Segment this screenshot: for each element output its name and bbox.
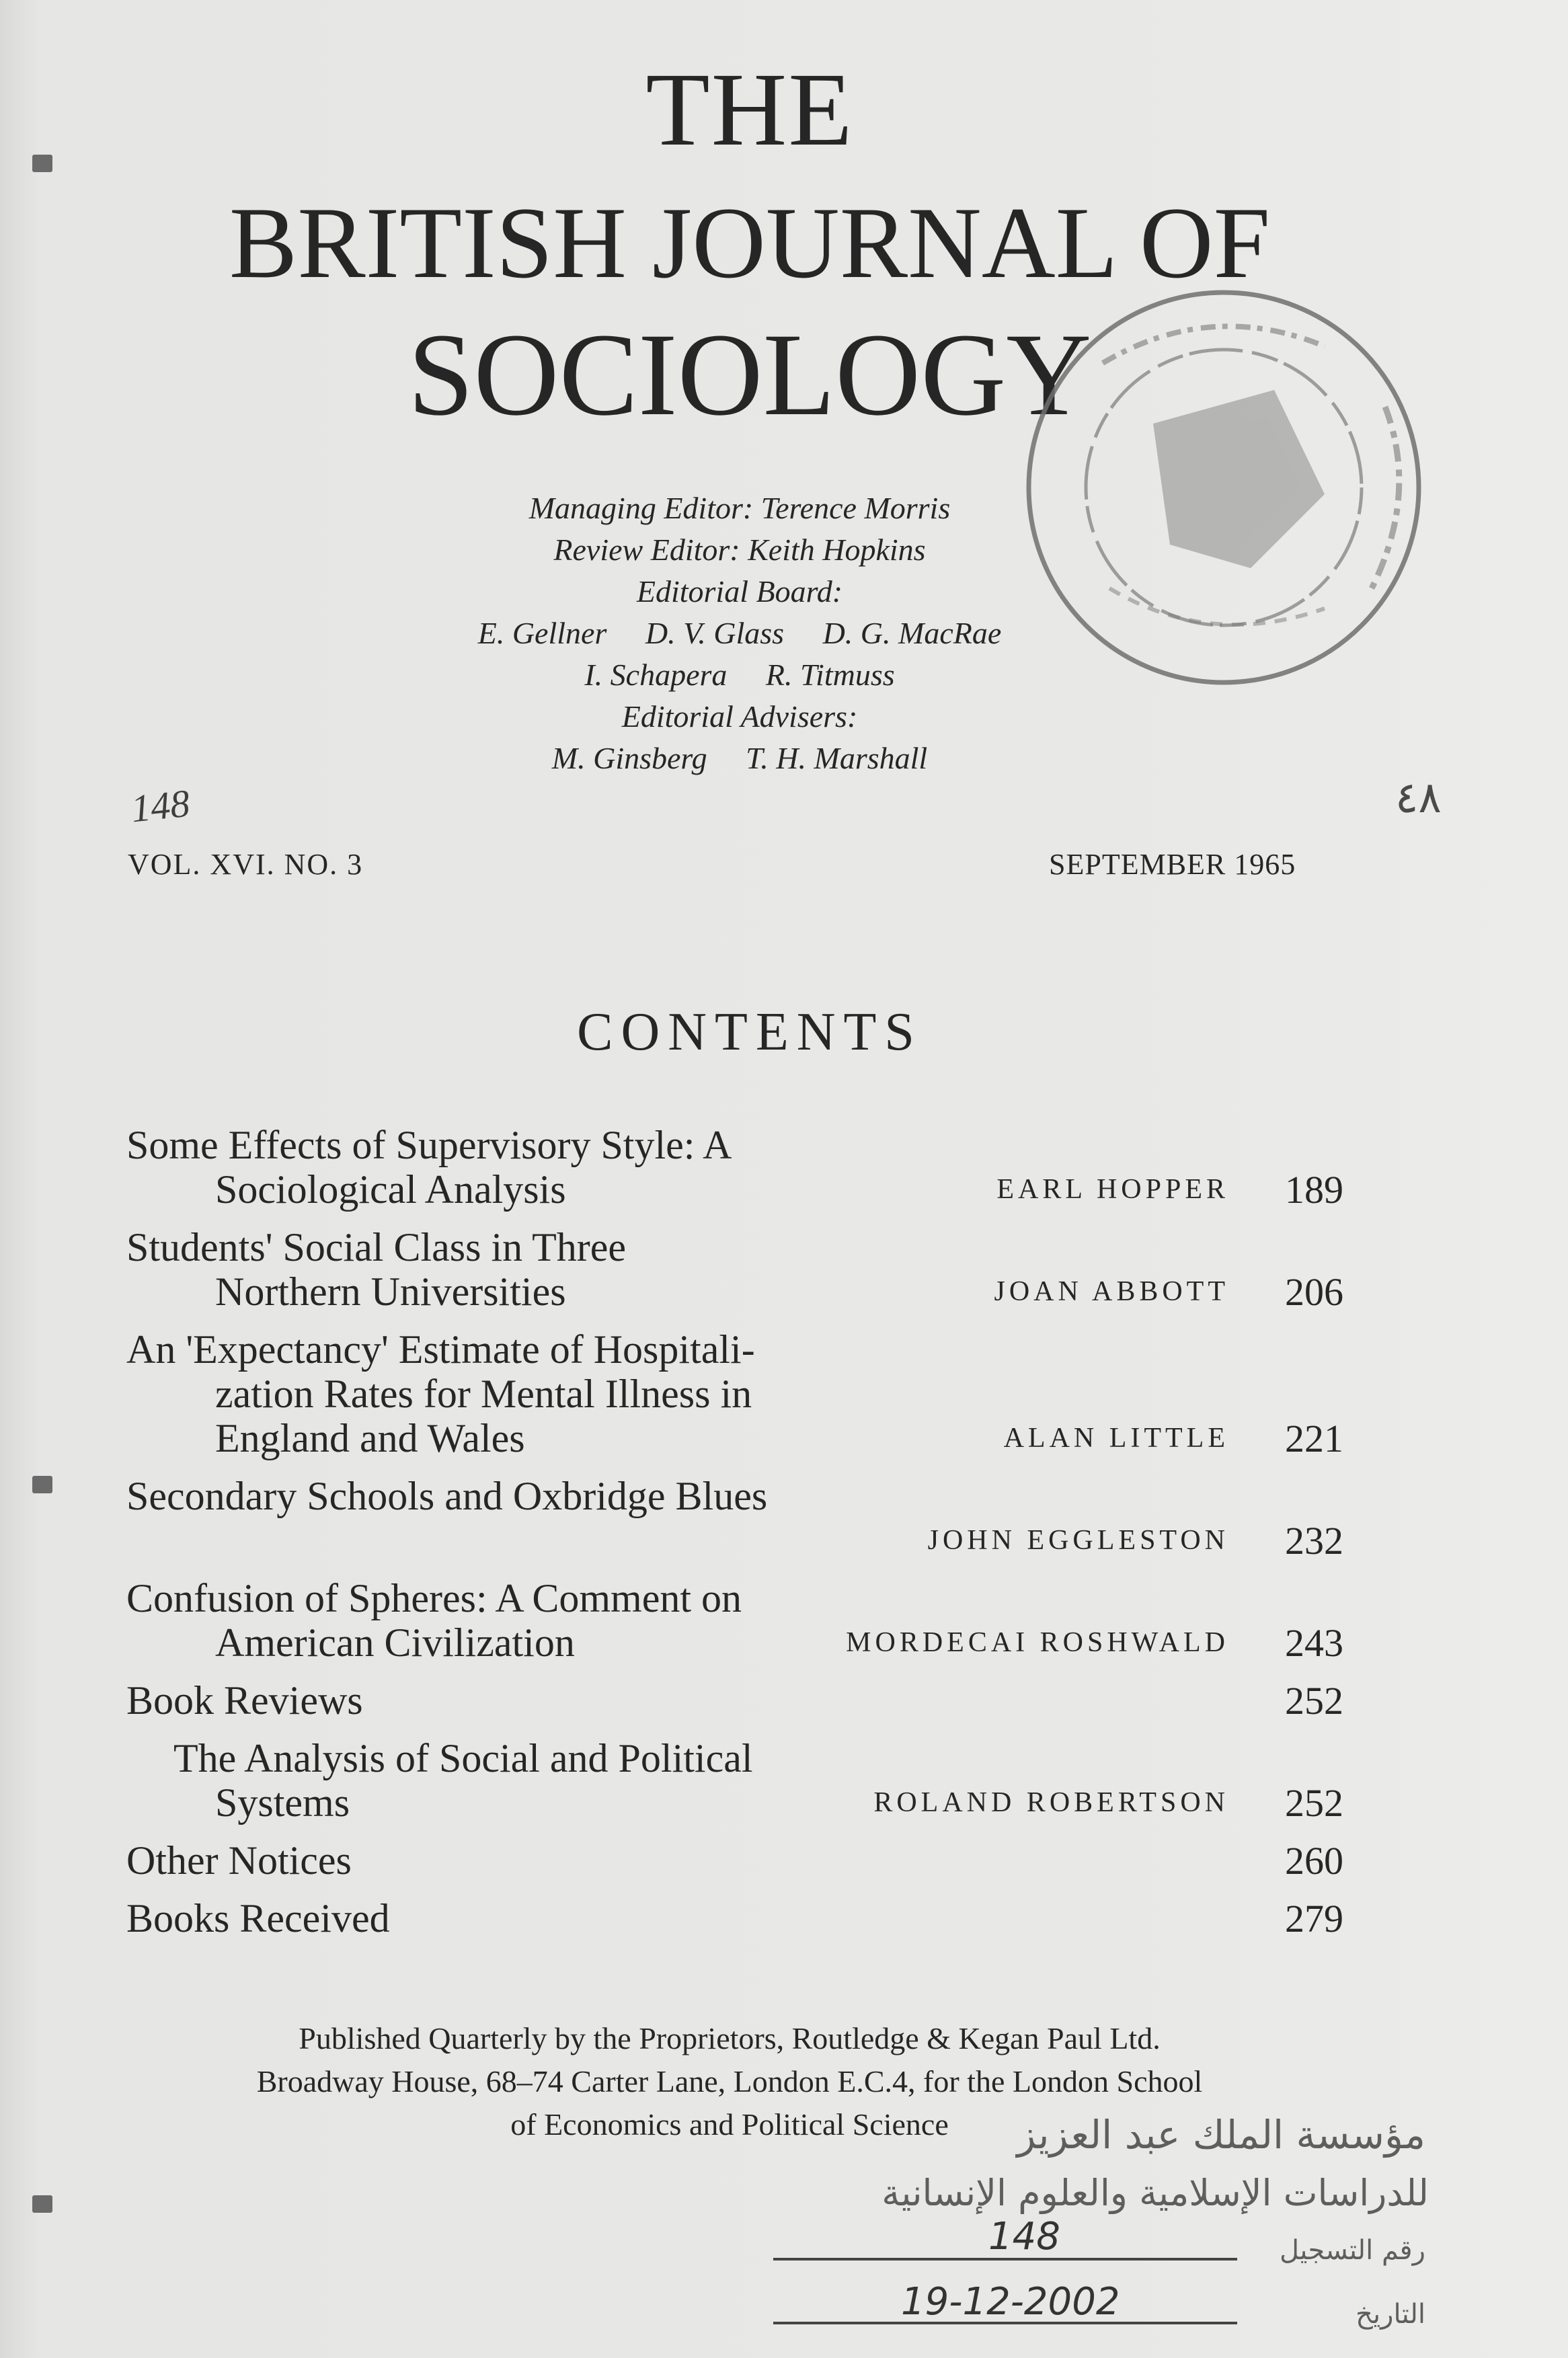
entry-author: MORDECAI ROSHWALD (846, 1627, 1229, 1658)
contents-entry[interactable] (126, 1678, 1343, 1723)
table-of-contents (126, 1123, 1343, 1954)
entry-author: ROLAND ROBERTSON (873, 1787, 1229, 1818)
entry-meta (1269, 1896, 1343, 1940)
editorial-advisers-row (323, 738, 1157, 779)
svg-text:رقم التسجيل: رقم التسجيل (1279, 2235, 1425, 2266)
entry-title-line: England and Wales (215, 1416, 525, 1460)
contents-entry[interactable] (126, 1736, 1343, 1825)
entry-page-number: 189 (1285, 1167, 1343, 1212)
entry-page-number: 252 (1285, 1678, 1343, 1723)
entry-author: ALAN LITTLE (1003, 1423, 1229, 1454)
issue-date: SEPTEMBER 1965 (1049, 848, 1296, 881)
board-member: D. G. MacRae (822, 616, 1002, 650)
title-line-3: SOCIOLOGY (407, 309, 1092, 440)
entry-page-number: 243 (1285, 1620, 1343, 1665)
entry-meta (126, 1518, 1343, 1563)
svg-text:19-12-2002: 19-12-2002 (901, 2280, 1120, 2324)
handwritten-note-left: 148 (128, 781, 192, 831)
entry-meta (1269, 1838, 1343, 1883)
entry-page-number: 260 (1285, 1838, 1343, 1883)
masthead (323, 487, 1157, 779)
editorial-board-row-1 (323, 613, 1157, 654)
editorial-board-heading: Editorial Board: (636, 574, 843, 608)
entry-title-line: Some Effects of Supervisory Style: A (126, 1123, 732, 1167)
issue-volume: VOL. XVI. NO. 3 (128, 848, 364, 881)
board-member: E. Gellner (477, 616, 607, 650)
entry-page-number: 252 (1285, 1780, 1343, 1825)
svg-text:للدراسات الإسلامية والعلوم الإ: للدراسات الإسلامية والعلوم الإنسانية (881, 2172, 1429, 2214)
imprint-line: Published Quarterly by the Proprietors, Routledge & Kegan Paul Ltd. (299, 2021, 1161, 2055)
spine-mark (32, 2195, 52, 2213)
contents-entry[interactable] (126, 1838, 1343, 1883)
spine-mark (32, 1476, 52, 1493)
board-member: I. Schapera (584, 658, 728, 692)
entry-author: EARL HOPPER (996, 1174, 1229, 1205)
entry-title-line: Students' Social Class in Three (126, 1225, 626, 1269)
title-line-1: THE (645, 51, 854, 167)
adviser: M. Ginsberg (551, 741, 707, 775)
contents-entry[interactable] (126, 1123, 1343, 1212)
entry-title-line: zation Rates for Mental Illness in (215, 1372, 752, 1416)
entry-title-line: Secondary Schools and Oxbridge Blues (126, 1474, 768, 1518)
managing-editor: Managing Editor: Terence Morris (528, 491, 951, 525)
entry-title-line: Confusion of Spheres: A Comment on (126, 1576, 742, 1620)
review-editor: Review Editor: Keith Hopkins (553, 533, 926, 567)
contents-entry[interactable] (126, 1225, 1343, 1314)
library-accession-stamp (753, 2098, 1506, 2353)
editorial-advisers-heading: Editorial Advisers: (621, 699, 858, 734)
entry-page-number: 232 (1285, 1518, 1343, 1563)
entry-page-number: 221 (1285, 1416, 1343, 1460)
title-line-2: BRITISH JOURNAL OF (229, 186, 1271, 299)
entry-meta (873, 1780, 1343, 1825)
entry-meta (1269, 1678, 1343, 1723)
entry-title-line: Books Received (126, 1896, 390, 1940)
entry-page-number: 206 (1285, 1269, 1343, 1314)
handwritten-note-right: ٤٨ (1395, 774, 1442, 822)
entry-title-line: An 'Expectancy' Estimate of Hospitali- (126, 1327, 755, 1372)
editorial-board-row-2 (323, 654, 1157, 696)
svg-text:مؤسسة الملك عبد العزيز: مؤسسة الملك عبد العزيز (1017, 2112, 1425, 2158)
entry-meta (846, 1620, 1343, 1665)
board-member: R. Titmuss (765, 658, 895, 692)
contents-entry[interactable] (126, 1896, 1343, 1940)
svg-text:التاريخ: التاريخ (1356, 2299, 1425, 2330)
entry-meta (996, 1167, 1343, 1212)
entry-title-line: The Analysis of Social and Political (173, 1736, 753, 1780)
imprint-line: of Economics and Political Science (510, 2107, 949, 2141)
entry-title-line: Book Reviews (126, 1678, 363, 1723)
board-member: D. V. Glass (645, 616, 785, 650)
entry-title-line: Other Notices (126, 1838, 352, 1883)
adviser: T. H. Marshall (746, 741, 928, 775)
entry-title-line: Systems (215, 1780, 350, 1825)
contents-entry[interactable] (126, 1576, 1343, 1665)
contents-heading: CONTENTS (577, 1003, 923, 1062)
entry-author: JOAN ABBOTT (994, 1276, 1229, 1307)
contents-entry[interactable] (126, 1474, 1343, 1563)
entry-page-number: 279 (1285, 1896, 1343, 1940)
svg-text:148: 148 (988, 2215, 1060, 2258)
imprint-line: Broadway House, 68–74 Carter Lane, London E.C.4, for the London School (256, 2064, 1203, 2098)
entry-title-line: American Civilization (215, 1620, 575, 1665)
contents-entry[interactable] (126, 1327, 1343, 1460)
entry-meta (994, 1269, 1343, 1314)
entry-meta (1004, 1416, 1343, 1460)
entry-title-line: Northern Universities (215, 1269, 566, 1314)
entry-title-line: Sociological Analysis (215, 1167, 566, 1212)
entry-author: JOHN EGGLESTON (927, 1525, 1229, 1556)
